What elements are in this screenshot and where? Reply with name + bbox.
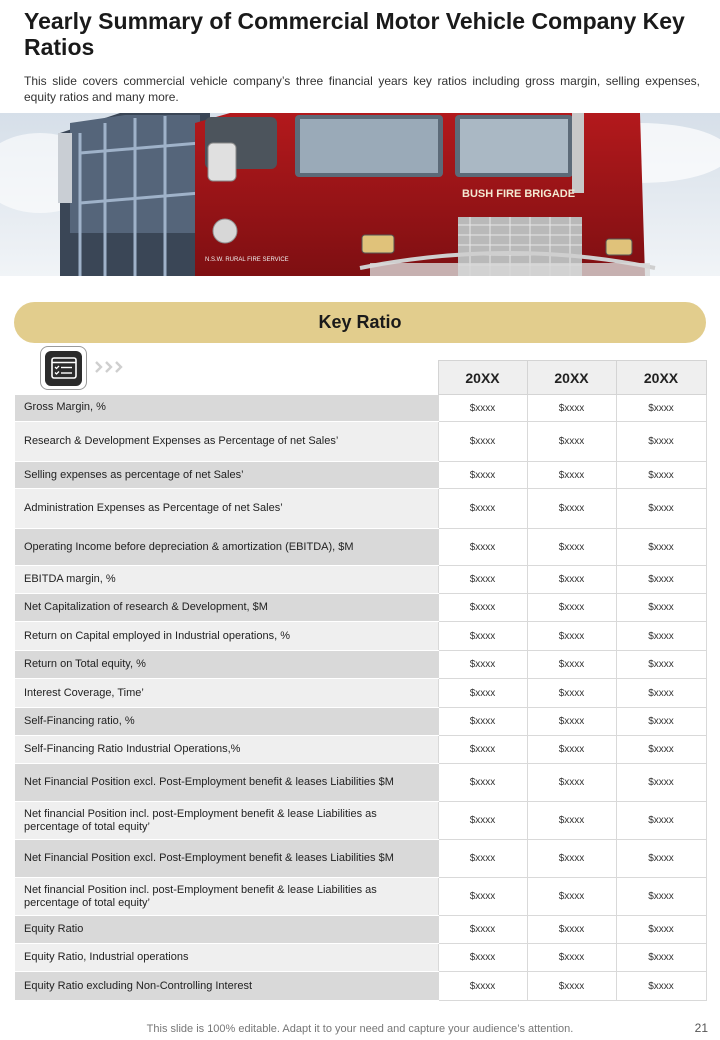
value-cell: $xxxx — [527, 395, 616, 422]
page-subtitle: This slide covers commercial vehicle company’s three financial years key ratios including gross margin, selling expenses, equity ratios and many more. — [24, 74, 700, 104]
value-cell: $xxxx — [438, 489, 527, 529]
metric-label: Administration Expenses as Percentage of net Sales’ — [15, 489, 438, 529]
metric-label: Net Financial Position excl. Post-Employment benefit & leases Liabilities $M — [15, 840, 438, 878]
value-cell: $xxxx — [616, 736, 706, 764]
table-row — [15, 916, 706, 944]
page-title: Yearly Summary of Commercial Motor Vehicle Company Key Ratios — [24, 8, 685, 60]
metric-label: Gross Margin, % — [15, 395, 438, 422]
value-cell: $xxxx — [616, 972, 706, 1001]
value-cell: $xxxx — [616, 944, 706, 972]
value-cell: $xxxx — [527, 566, 616, 594]
table-row — [15, 462, 706, 489]
metric-label: Equity Ratio — [15, 916, 438, 944]
table-row — [15, 422, 706, 462]
metric-label: Net financial Position incl. post-Employment benefit & lease Liabilities as percentage of total equity’ — [15, 802, 438, 840]
checklist-icon — [45, 351, 82, 386]
value-cell: $xxxx — [527, 878, 616, 916]
value-cell: $xxxx — [438, 878, 527, 916]
table-row — [15, 944, 706, 972]
value-cell: $xxxx — [527, 802, 616, 840]
value-cell: $xxxx — [438, 594, 527, 622]
metric-label: Operating Income before depreciation & amortization (EBITDA), $M — [15, 529, 438, 566]
value-cell: $xxxx — [527, 764, 616, 802]
value-cell: $xxxx — [616, 462, 706, 489]
chevrons-right-icon — [95, 360, 129, 374]
key-ratio-table — [15, 360, 707, 1001]
value-cell: $xxxx — [438, 679, 527, 708]
value-cell: $xxxx — [438, 708, 527, 736]
value-cell: $xxxx — [527, 651, 616, 679]
metric-label: Research & Development Expenses as Percentage of net Sales’ — [15, 422, 438, 462]
metric-label: Interest Coverage, Time’ — [15, 679, 438, 708]
value-cell: $xxxx — [616, 679, 706, 708]
table-row — [15, 529, 706, 566]
value-cell: $xxxx — [616, 802, 706, 840]
value-cell: $xxxx — [616, 916, 706, 944]
table-row — [15, 802, 706, 840]
value-cell: $xxxx — [616, 708, 706, 736]
key-ratio-banner — [14, 302, 706, 343]
metric-label: Return on Capital employed in Industrial operations, % — [15, 622, 438, 651]
value-cell: $xxxx — [616, 395, 706, 422]
value-cell: $xxxx — [527, 944, 616, 972]
value-cell: $xxxx — [616, 422, 706, 462]
metric-label: Equity Ratio, Industrial operations — [15, 944, 438, 972]
value-cell: $xxxx — [527, 679, 616, 708]
value-cell: $xxxx — [527, 916, 616, 944]
table-row — [15, 840, 706, 878]
value-cell: $xxxx — [527, 529, 616, 566]
table-row — [15, 489, 706, 529]
value-cell: $xxxx — [527, 462, 616, 489]
value-cell: $xxxx — [616, 651, 706, 679]
value-cell: $xxxx — [438, 916, 527, 944]
column-header-year-2: 20XX — [527, 361, 616, 395]
value-cell: $xxxx — [438, 422, 527, 462]
metric-label: Net Capitalization of research & Development, $M — [15, 594, 438, 622]
value-cell: $xxxx — [616, 529, 706, 566]
value-cell: $xxxx — [438, 972, 527, 1001]
metric-label: Net Financial Position excl. Post-Employment benefit & leases Liabilities $M — [15, 764, 438, 802]
truck-sign: BUSH FIRE BRIGADE — [462, 188, 576, 200]
value-cell: $xxxx — [438, 736, 527, 764]
value-cell: $xxxx — [438, 802, 527, 840]
value-cell: $xxxx — [616, 594, 706, 622]
value-cell: $xxxx — [616, 840, 706, 878]
value-cell: $xxxx — [527, 708, 616, 736]
truck-photo — [0, 113, 720, 276]
value-cell: $xxxx — [527, 422, 616, 462]
value-cell: $xxxx — [616, 878, 706, 916]
column-header-year-3: 20XX — [616, 361, 706, 395]
metric-label: Self-Financing ratio, % — [15, 708, 438, 736]
value-cell: $xxxx — [527, 622, 616, 651]
value-cell: $xxxx — [438, 944, 527, 972]
door-text: N.S.W. RURAL FIRE SERVICE — [205, 257, 289, 263]
table-row — [15, 878, 706, 916]
table-row — [15, 736, 706, 764]
table-row — [15, 594, 706, 622]
key-ratio-label: Key Ratio — [318, 312, 402, 332]
table-row — [15, 622, 706, 651]
table-row — [15, 972, 706, 1001]
value-cell: $xxxx — [616, 764, 706, 802]
value-cell: $xxxx — [438, 651, 527, 679]
value-cell: $xxxx — [527, 489, 616, 529]
value-cell: $xxxx — [438, 566, 527, 594]
value-cell: $xxxx — [527, 594, 616, 622]
value-cell: $xxxx — [616, 489, 706, 529]
value-cell: $xxxx — [438, 462, 527, 489]
value-cell: $xxxx — [527, 840, 616, 878]
value-cell: $xxxx — [438, 529, 527, 566]
value-cell: $xxxx — [527, 972, 616, 1001]
value-cell: $xxxx — [527, 736, 616, 764]
metric-label: Net financial Position incl. post-Employment benefit & lease Liabilities as percentage of total equity’ — [15, 878, 438, 916]
value-cell: $xxxx — [438, 622, 527, 651]
value-cell: $xxxx — [616, 622, 706, 651]
value-cell: $xxxx — [438, 764, 527, 802]
table-row — [15, 566, 706, 594]
table-row — [15, 651, 706, 679]
metric-label: Selling expenses as percentage of net Sales’ — [15, 462, 438, 489]
table-row — [15, 708, 706, 736]
value-cell: $xxxx — [438, 395, 527, 422]
value-cell: $xxxx — [616, 566, 706, 594]
metric-label: Return on Total equity, % — [15, 651, 438, 679]
table-row — [15, 395, 706, 422]
metric-label: Equity Ratio excluding Non-Controlling Interest — [15, 972, 438, 1001]
checklist-icon-frame — [40, 346, 87, 390]
page-number: 21 — [694, 1021, 708, 1035]
table-row — [15, 679, 706, 708]
metric-label: Self-Financing Ratio Industrial Operations,% — [15, 736, 438, 764]
value-cell: $xxxx — [438, 840, 527, 878]
metric-label: EBITDA margin, % — [15, 566, 438, 594]
footer-note: This slide is 100% editable. Adapt it to your need and capture your audience’s attention. — [146, 1023, 574, 1035]
table-row — [15, 764, 706, 802]
column-header-year-1: 20XX — [438, 361, 527, 395]
